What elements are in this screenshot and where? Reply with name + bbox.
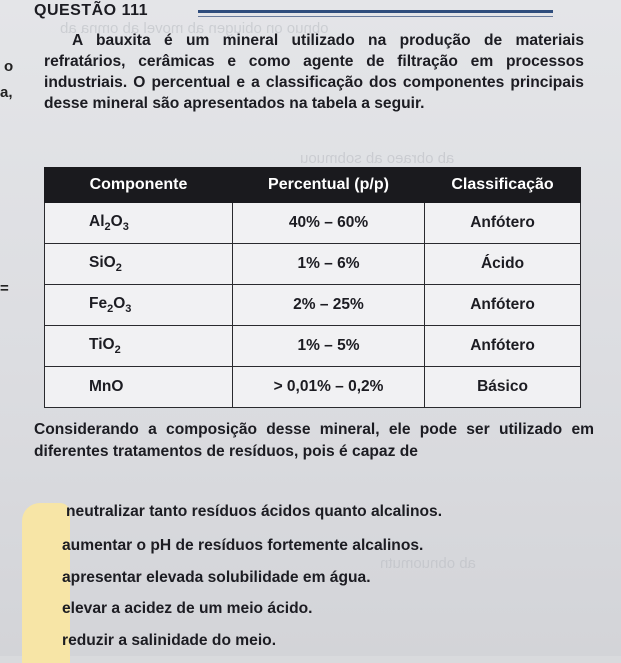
stem-line: na tabela a seguir. bbox=[289, 95, 425, 112]
classification-cell: Anfótero bbox=[425, 326, 581, 367]
margin-fragment: a, bbox=[0, 84, 13, 101]
percent-cell: 40% – 60% bbox=[232, 203, 424, 244]
percent-cell: 2% – 25% bbox=[232, 285, 424, 326]
bleed-through-text: obnuo on obiugen ab movel ab omna ab bbox=[60, 20, 329, 37]
component-cell: TiO$_2$ bbox=[45, 326, 233, 367]
margin-fragment: = bbox=[0, 280, 9, 297]
question-command bbox=[34, 419, 594, 463]
table-row bbox=[45, 244, 581, 285]
component-cell: SiO$_2$ bbox=[45, 244, 233, 285]
title-rule bbox=[198, 10, 553, 13]
question-stem bbox=[44, 30, 584, 114]
stem-line: materiais refratários, cerâmicas e como agente de filtração bbox=[44, 32, 584, 70]
classification-cell: Ácido bbox=[425, 244, 581, 285]
percent-cell: 1% – 6% bbox=[232, 244, 424, 285]
table-row bbox=[45, 326, 581, 367]
command-line: utilizado em diferentes tratamentos de resíduos, pois é bbox=[34, 421, 594, 460]
column-header-percent: Percentual (p/p) bbox=[232, 168, 424, 203]
component-cell: MnO bbox=[45, 367, 233, 408]
column-header-classification: Classificação bbox=[425, 168, 581, 203]
question-title: QUESTÃO 111 bbox=[34, 2, 148, 19]
classification-cell: Anfótero bbox=[425, 285, 581, 326]
answer-option[interactable]: aumentar o pH de resíduos fortemente alcalinos. bbox=[62, 537, 424, 554]
percent-cell: 1% – 5% bbox=[232, 326, 424, 367]
answer-option[interactable]: elevar a acidez de um meio ácido. bbox=[62, 600, 313, 617]
column-header-component: Componente bbox=[45, 168, 233, 203]
table-row bbox=[45, 367, 581, 408]
answer-option[interactable]: reduzir a salinidade do meio. bbox=[62, 632, 277, 649]
table-row bbox=[45, 285, 581, 326]
command-line: Considerando a composição desse mineral, ele pode ser bbox=[34, 421, 490, 438]
table-row bbox=[45, 203, 581, 244]
stem-line: componentes principais desse mineral são apresentados bbox=[44, 74, 584, 112]
classification-cell: Básico bbox=[425, 367, 581, 408]
bauxite-composition-table bbox=[44, 167, 581, 408]
margin-fragment: o bbox=[4, 58, 14, 75]
stem-line: em processos industriais. O percentual e a classificação dos bbox=[44, 53, 584, 91]
table-header-row bbox=[45, 168, 581, 203]
percent-cell: > 0,01% – 0,2% bbox=[232, 367, 424, 408]
title-rule-thin bbox=[198, 16, 553, 17]
command-line: capaz de bbox=[352, 443, 418, 460]
answer-option[interactable]: apresentar elevada solubilidade em água. bbox=[62, 569, 371, 586]
classification-cell: Anfótero bbox=[425, 203, 581, 244]
bleed-through-text: ab obraeo ab sobmuou bbox=[300, 150, 455, 167]
stem-line: A bauxita é um mineral utilizado na produção de bbox=[72, 32, 503, 49]
component-cell: $Al_2O_3$ bbox=[45, 203, 233, 244]
answer-option[interactable]: neutralizar tanto resíduos ácidos quanto alcalinos. bbox=[66, 503, 443, 520]
component-cell: $Fe_2O_3$ bbox=[45, 285, 233, 326]
bleed-through-text: ab obnuomutn bbox=[380, 555, 476, 572]
